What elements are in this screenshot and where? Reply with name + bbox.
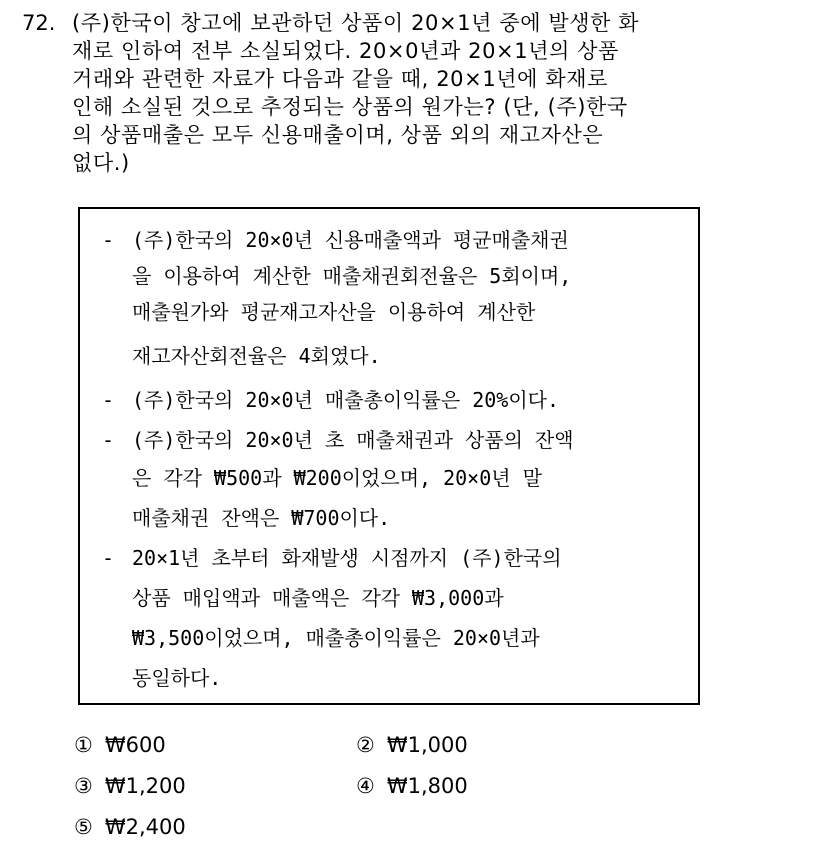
data-box bbox=[78, 207, 700, 705]
box-item-3-line-1: (주)한국의 20×0년 초 매출채권과 상품의 잔액 bbox=[132, 428, 574, 452]
question-line-6: 없다.) bbox=[72, 151, 130, 175]
choice-text: ₩1,000 bbox=[386, 733, 468, 757]
box-item-1-line-2: 을 이용하여 계산한 매출채권회전율은 5회이며, bbox=[132, 264, 572, 288]
choice-marker: ⑤ bbox=[74, 815, 93, 839]
box-item-4-line-2: 상품 매입액과 매출액은 각각 ₩3,000과 bbox=[132, 586, 504, 610]
bullet-dash: - bbox=[102, 228, 115, 252]
choice-text: ₩1,800 bbox=[386, 774, 468, 798]
bullet-dash: - bbox=[102, 546, 115, 570]
box-item-4-line-4: 동일하다. bbox=[132, 666, 222, 690]
question-line-5: 의 상품매출은 모두 신용매출이며, 상품 외의 재고자산은 bbox=[72, 123, 604, 147]
choice-3[interactable] bbox=[74, 773, 186, 799]
box-item-1-line-4: 재고자산회전율은 4회였다. bbox=[132, 344, 381, 368]
choice-marker: ③ bbox=[74, 774, 93, 798]
choice-text: ₩600 bbox=[104, 733, 166, 757]
box-item-4-line-3: ₩3,500이었으며, 매출총이익률은 20×0년과 bbox=[132, 626, 540, 650]
choice-1[interactable] bbox=[74, 732, 166, 758]
question-line-2: 재로 인하여 전부 소실되었다. 20×0년과 20×1년의 상품 bbox=[72, 39, 620, 63]
bullet-dash: - bbox=[102, 388, 115, 412]
question-number: 72. bbox=[22, 11, 56, 35]
question-line-1: (주)한국이 창고에 보관하던 상품이 20×1년 중에 발생한 화 bbox=[72, 11, 640, 35]
choice-marker: ① bbox=[74, 733, 93, 757]
box-item-1-line-1: (주)한국의 20×0년 신용매출액과 평균매출채권 bbox=[132, 228, 569, 252]
box-item-1-line-3: 매출원가와 평균재고자산을 이용하여 계산한 bbox=[132, 300, 536, 324]
choice-2[interactable] bbox=[356, 732, 468, 758]
choice-marker: ② bbox=[356, 733, 375, 757]
box-item-3-line-2: 은 각각 ₩500과 ₩200이었으며, 20×0년 말 bbox=[132, 466, 542, 490]
bullet-dash: - bbox=[102, 428, 115, 452]
box-item-2-line-1: (주)한국의 20×0년 매출총이익률은 20%이다. bbox=[132, 388, 560, 412]
choice-text: ₩1,200 bbox=[104, 774, 186, 798]
choice-5[interactable] bbox=[74, 814, 186, 840]
question-line-4: 인해 소실된 것으로 추정되는 상품의 원가는? (단, (주)한국 bbox=[72, 95, 628, 119]
box-item-4-line-1: 20×1년 초부터 화재발생 시점까지 (주)한국의 bbox=[132, 546, 562, 570]
question-line-3: 거래와 관련한 자료가 다음과 같을 때, 20×1년에 화재로 bbox=[72, 67, 608, 91]
choice-text: ₩2,400 bbox=[104, 815, 186, 839]
box-item-3-line-3: 매출채권 잔액은 ₩700이다. bbox=[132, 506, 391, 530]
choice-4[interactable] bbox=[356, 773, 468, 799]
choice-marker: ④ bbox=[356, 774, 375, 798]
